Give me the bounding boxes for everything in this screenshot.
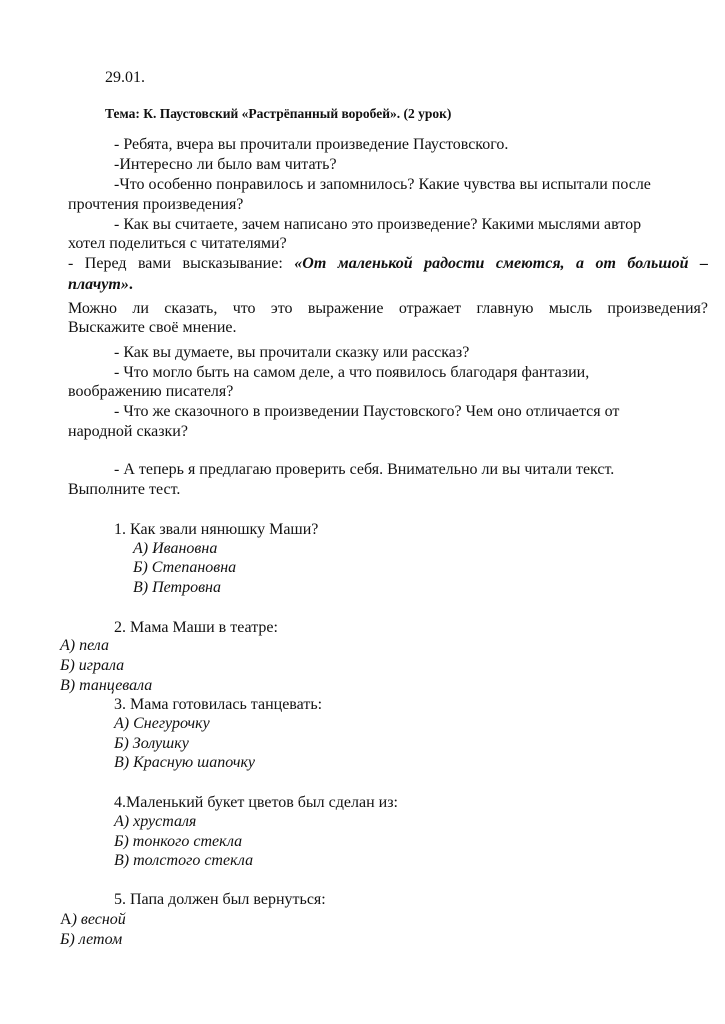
discussion-line: Выполните тест. bbox=[68, 481, 181, 498]
test-option: В) толстого стекла bbox=[114, 852, 254, 869]
question-line: хотел поделиться с читателями? bbox=[68, 235, 287, 252]
question-line: - Ребята, вчера вы прочитали произведение Паустовского. bbox=[114, 136, 509, 153]
discussion-line: Можно ли сказать, что это выражение отражает главную мысль произведения? bbox=[68, 300, 708, 317]
question-line: -Интересно ли было вам читать? bbox=[114, 156, 337, 173]
date: 29.01. bbox=[105, 69, 145, 86]
discussion-line: - Что же сказочного в произведении Паустовского? Чем оно отличается от bbox=[114, 403, 620, 420]
test-question-4: 4.Маленький букет цветов был сделан из: bbox=[114, 794, 398, 811]
discussion-line: народной сказки? bbox=[68, 423, 188, 440]
quote-intro: - Перед вами высказывание: bbox=[68, 255, 295, 272]
quote-period: . bbox=[128, 276, 133, 293]
discussion-line: Выскажите своё мнение. bbox=[68, 319, 237, 336]
test-option bbox=[60, 910, 126, 930]
test-question-1: 1. Как звали нянюшку Маши? bbox=[114, 521, 319, 538]
option-text: ) весной bbox=[71, 911, 126, 928]
test-option: Б) играла bbox=[60, 657, 125, 674]
test-question-2: 2. Мама Маши в театре: bbox=[114, 619, 278, 636]
option-letter: А bbox=[60, 911, 72, 928]
question-line: -Что особенно понравилось и запомнилось? Какие чувства вы испытали после bbox=[114, 176, 651, 193]
quote-text: «От маленькой радости смеются, а от большой – bbox=[294, 255, 709, 272]
test-option: А) Снегурочку bbox=[114, 715, 210, 732]
discussion-line: - Что могло быть на самом деле, а что появилось благодаря фантазии, bbox=[114, 364, 590, 381]
test-option: Б) Степановна bbox=[133, 559, 237, 576]
test-option: В) Петровна bbox=[133, 579, 221, 596]
question-line: - Как вы считаете, зачем написано это произведение? Какими мыслями автор bbox=[114, 216, 642, 233]
test-option: А) пела bbox=[60, 637, 109, 654]
test-option: А) хрусталя bbox=[114, 813, 197, 830]
test-option: Б) летом bbox=[60, 931, 123, 948]
quote-text-end: плачут» bbox=[68, 276, 129, 293]
test-question-5: 5. Папа должен был вернуться: bbox=[114, 891, 326, 908]
lesson-topic: Тема: К. Паустовский «Растрёпанный воробей». (2 урок) bbox=[105, 106, 452, 121]
discussion-line: - Как вы думаете, вы прочитали сказку или рассказ? bbox=[114, 344, 470, 361]
test-option: В) Красную шапочку bbox=[114, 754, 256, 771]
test-option: А) Ивановна bbox=[133, 540, 218, 557]
discussion-line: - А теперь я предлагаю проверить себя. Внимательно ли вы читали текст. bbox=[114, 461, 615, 478]
quote-line-2 bbox=[68, 275, 133, 295]
quote-line bbox=[68, 254, 708, 274]
question-line: прочтения произведения? bbox=[68, 196, 244, 213]
test-question-3: 3. Мама готовилась танцевать: bbox=[114, 696, 323, 713]
discussion-line: воображению писателя? bbox=[68, 383, 234, 400]
test-option: В) танцевала bbox=[60, 677, 153, 694]
test-option: Б) тонкого стекла bbox=[114, 833, 243, 850]
test-option: Б) Золушку bbox=[114, 735, 189, 752]
